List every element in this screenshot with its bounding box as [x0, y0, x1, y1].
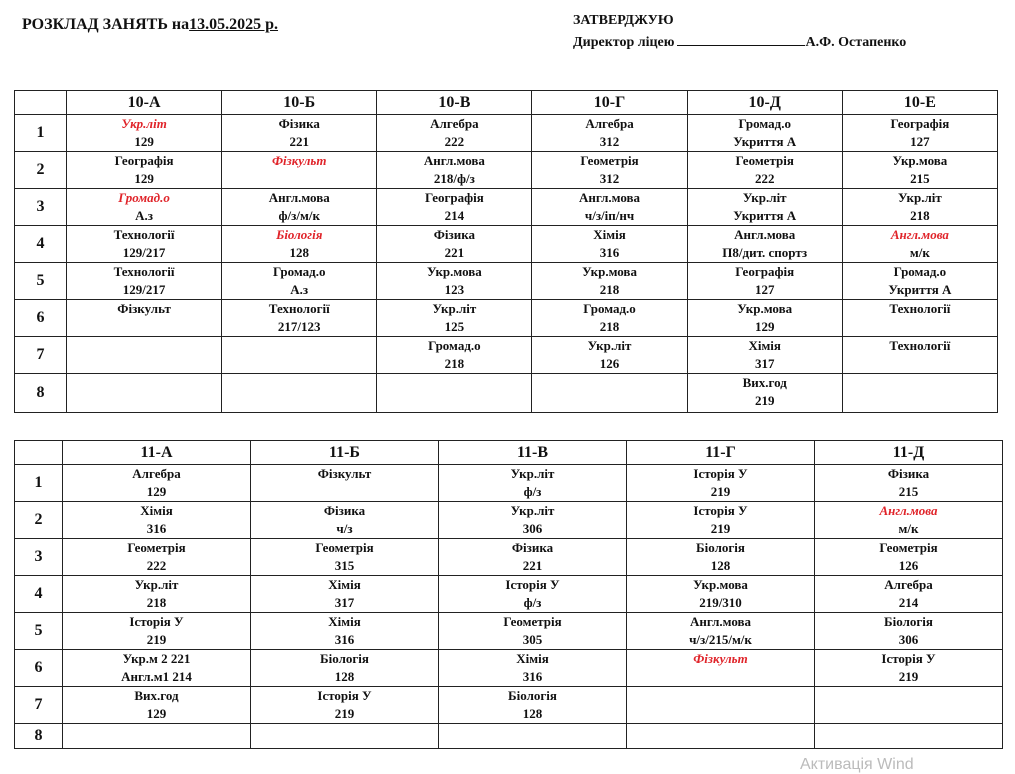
- lesson-number: 4: [15, 576, 63, 613]
- lesson-cell: [687, 152, 842, 189]
- lesson-cell: [222, 226, 377, 263]
- lesson-cell: [251, 650, 439, 687]
- subject-text: Укр.літ: [742, 190, 787, 205]
- subject-text: Технології: [889, 301, 951, 316]
- room-text: 123: [444, 282, 465, 297]
- subject-text: Геометрія: [127, 540, 186, 555]
- lesson-cell: [815, 724, 1003, 749]
- room-text: 218/ф/з: [433, 171, 475, 186]
- class-header: 11-Д: [815, 441, 1003, 465]
- lesson-row: [15, 576, 1003, 613]
- subject-text: Геометрія: [580, 153, 639, 168]
- room-text: ф/з: [523, 484, 542, 499]
- room-text: А.з: [135, 208, 154, 223]
- subject-text: Фізика: [278, 116, 320, 131]
- room-text: 219: [710, 521, 731, 536]
- lesson-cell: [815, 539, 1003, 576]
- subject-text: Біологія: [884, 614, 933, 629]
- room-text: Англ.м1 214: [121, 669, 192, 684]
- lesson-cell: [842, 189, 997, 226]
- subject-text: Історія У: [505, 577, 560, 592]
- room-text: А.з: [290, 282, 309, 297]
- subject-text: Біологія: [320, 651, 369, 666]
- subject-text: Англ.мова: [689, 614, 752, 629]
- subject-text: Укр.літ: [134, 577, 179, 592]
- lesson-cell: [439, 539, 627, 576]
- room-text: 312: [599, 171, 620, 186]
- subject-text: Технології: [889, 338, 951, 353]
- corner-cell: [15, 441, 63, 465]
- lesson-cell: [63, 576, 251, 613]
- subject-text: Геометрія: [735, 153, 794, 168]
- subject-text: Біологія: [696, 540, 745, 555]
- subject-text: Фізика: [323, 503, 366, 518]
- room-text: 129/217: [122, 245, 166, 260]
- lesson-cell: [532, 300, 687, 337]
- lesson-number: 8: [15, 374, 67, 413]
- lesson-row: [15, 337, 998, 374]
- lesson-cell: [222, 152, 377, 189]
- subject-text: Громад.о: [272, 264, 326, 279]
- lesson-number: 2: [15, 152, 67, 189]
- lesson-row: [15, 300, 998, 337]
- room-text: 317: [754, 356, 775, 371]
- class-header: 10-Б: [222, 91, 377, 115]
- lesson-cell: [627, 539, 815, 576]
- subject-text: Англ.мова: [579, 190, 641, 205]
- room-text: 317: [334, 595, 355, 610]
- room-text: 221: [289, 134, 309, 149]
- lesson-cell: [532, 115, 687, 152]
- lesson-cell: [439, 613, 627, 650]
- room-text: 128: [522, 706, 543, 721]
- room-text: 221: [522, 558, 543, 573]
- room-text: ч/з/215/м/к: [689, 632, 752, 647]
- subject-text: Громад.о: [583, 301, 636, 316]
- lesson-cell: [377, 189, 532, 226]
- lesson-cell: [222, 374, 377, 413]
- subject-text: Технології: [113, 264, 175, 279]
- lesson-cell: [532, 152, 687, 189]
- lesson-cell: [439, 650, 627, 687]
- lesson-cell: [222, 263, 377, 300]
- approve-label: ЗАТВЕРДЖУЮ: [573, 13, 674, 28]
- subject-text: Англ.мова: [734, 227, 796, 242]
- subject-text: Укр.літ: [432, 301, 477, 316]
- room-text: 128: [289, 245, 309, 260]
- room-text: 222: [444, 134, 465, 149]
- lesson-number: 2: [15, 502, 63, 539]
- lesson-cell: [687, 189, 842, 226]
- room-text: 316: [334, 632, 355, 647]
- room-text: 315: [334, 558, 355, 573]
- room-text: 129: [134, 134, 154, 149]
- lesson-cell: [687, 374, 842, 413]
- lesson-cell: [251, 576, 439, 613]
- class-header: 11-Б: [251, 441, 439, 465]
- lesson-cell: [439, 724, 627, 749]
- header-row: [15, 91, 998, 115]
- lesson-row: [15, 650, 1003, 687]
- subject-text: Хімія: [140, 503, 173, 518]
- room-text: 218: [599, 282, 620, 297]
- lesson-cell: [532, 263, 687, 300]
- room-text: 125: [444, 319, 465, 334]
- lesson-cell: [842, 263, 997, 300]
- lesson-cell: [67, 189, 222, 226]
- lesson-cell: [67, 374, 222, 413]
- lesson-row: [15, 115, 998, 152]
- room-text: 219/310: [699, 595, 742, 610]
- subject-text: Географія: [735, 264, 795, 279]
- lesson-cell: [377, 152, 532, 189]
- room-text: 214: [898, 595, 919, 610]
- room-text: 214: [444, 208, 465, 223]
- room-text: 221: [444, 245, 465, 260]
- lesson-cell: [627, 687, 815, 724]
- lesson-number: 7: [15, 687, 63, 724]
- room-text: 219: [710, 484, 731, 499]
- lesson-cell: [627, 465, 815, 502]
- lesson-cell: [222, 337, 377, 374]
- lesson-cell: [377, 300, 532, 337]
- subject-text: Англ.мова: [268, 190, 330, 205]
- class-header: 10-Г: [532, 91, 687, 115]
- lesson-cell: [627, 650, 815, 687]
- lesson-number: 5: [15, 263, 67, 300]
- lesson-cell: [251, 724, 439, 749]
- director-name: А.Ф. Остапенко: [805, 35, 907, 50]
- room-text: 217/123: [277, 319, 321, 334]
- room-text: 316: [522, 669, 543, 684]
- subject-text: Географія: [890, 116, 950, 131]
- room-text: 128: [710, 558, 731, 573]
- lesson-cell: [627, 613, 815, 650]
- room-text: 222: [754, 171, 775, 186]
- lesson-cell: [687, 300, 842, 337]
- subject-text: Геометрія: [879, 540, 938, 555]
- lesson-cell: [687, 263, 842, 300]
- subject-text: Укр.м 2 221: [122, 651, 191, 666]
- lesson-row: [15, 189, 998, 226]
- activation-watermark: Активація Wind: [800, 756, 914, 773]
- subject-text: Біологія: [276, 227, 323, 242]
- lesson-cell: [627, 576, 815, 613]
- lesson-cell: [251, 687, 439, 724]
- class-header: 11-В: [439, 441, 627, 465]
- subject-text: Хімія: [328, 614, 361, 629]
- room-text: 218: [910, 208, 930, 223]
- lesson-row: [15, 226, 998, 263]
- schedule-table-10: [14, 90, 998, 413]
- room-text: 316: [599, 245, 620, 260]
- class-header: 11-Г: [627, 441, 815, 465]
- lesson-cell: [842, 300, 997, 337]
- room-text: Укриття А: [888, 282, 952, 297]
- subject-text: Географія: [114, 153, 174, 168]
- title-date: 13.05.2025 р.: [189, 16, 279, 33]
- subject-text: Громад.о: [893, 264, 947, 279]
- room-text: 305: [522, 632, 543, 647]
- lesson-cell: [67, 115, 222, 152]
- room-text: Укриття А: [733, 208, 797, 223]
- lesson-cell: [532, 226, 687, 263]
- lesson-cell: [687, 337, 842, 374]
- subject-text: Алгебра: [132, 466, 181, 481]
- schedule-table-11: [14, 440, 1003, 749]
- subject-text: Алгебра: [884, 577, 933, 592]
- lesson-cell: [67, 152, 222, 189]
- lesson-cell: [63, 613, 251, 650]
- lesson-cell: [377, 374, 532, 413]
- lesson-cell: [842, 374, 997, 413]
- lesson-cell: [377, 226, 532, 263]
- approval-block: [573, 10, 906, 54]
- room-text: 306: [898, 632, 919, 647]
- lesson-cell: [532, 189, 687, 226]
- lesson-cell: [439, 687, 627, 724]
- title-prefix: РОЗКЛАД ЗАНЯТЬ на: [22, 16, 190, 33]
- lesson-cell: [815, 502, 1003, 539]
- director-line: [573, 32, 906, 54]
- room-text: 127: [910, 134, 930, 149]
- room-text: 219: [146, 632, 167, 647]
- subject-text: Хімія: [516, 651, 549, 666]
- lesson-cell: [251, 539, 439, 576]
- lesson-number: 3: [15, 539, 63, 576]
- subject-text: Укр.мова: [582, 264, 637, 279]
- room-text: 129: [146, 706, 167, 721]
- subject-text: Хімія: [593, 227, 626, 242]
- lesson-cell: [532, 337, 687, 374]
- room-text: 218: [146, 595, 167, 610]
- lesson-row: [15, 374, 998, 413]
- room-text: ч/з: [336, 521, 353, 536]
- lesson-number: 8: [15, 724, 63, 749]
- lesson-cell: [222, 300, 377, 337]
- subject-text: Технології: [113, 227, 175, 242]
- subject-text: Фізкульт: [117, 301, 171, 316]
- subject-text: Англ.мова: [879, 503, 938, 518]
- class-header: 10-Е: [842, 91, 997, 115]
- lesson-cell: [377, 115, 532, 152]
- lesson-cell: [842, 337, 997, 374]
- subject-text: Географія: [424, 190, 484, 205]
- room-text: 219: [334, 706, 355, 721]
- subject-text: Біологія: [508, 688, 557, 703]
- class-header: 10-Д: [687, 91, 842, 115]
- room-text: 126: [898, 558, 919, 573]
- room-text: 129: [146, 484, 167, 499]
- room-text: 215: [898, 484, 919, 499]
- room-text: 126: [599, 356, 620, 371]
- signature-line: [677, 32, 805, 46]
- lesson-row: [15, 465, 1003, 502]
- subject-text: Геометрія: [503, 614, 562, 629]
- lesson-cell: [63, 687, 251, 724]
- class-header: 10-А: [67, 91, 222, 115]
- subject-text: Хімія: [748, 338, 781, 353]
- subject-text: Алгебра: [430, 116, 479, 131]
- subject-text: Фізкульт: [693, 651, 748, 666]
- room-text: ф/з/м/к: [278, 208, 320, 223]
- room-text: м/к: [898, 521, 919, 536]
- subject-text: Історія У: [693, 503, 748, 518]
- subject-text: Укр.літ: [587, 338, 632, 353]
- room-text: 127: [754, 282, 775, 297]
- lesson-cell: [251, 613, 439, 650]
- room-text: 306: [522, 521, 543, 536]
- lesson-cell: [63, 539, 251, 576]
- lesson-cell: [842, 115, 997, 152]
- room-text: 215: [910, 171, 930, 186]
- lesson-row: [15, 539, 1003, 576]
- subject-text: Укр.літ: [121, 116, 167, 131]
- room-text: 218: [444, 356, 465, 371]
- lesson-row: [15, 263, 998, 300]
- room-text: 129: [754, 319, 775, 334]
- class-header: 11-А: [63, 441, 251, 465]
- schedule-title: [22, 16, 278, 34]
- lesson-cell: [67, 300, 222, 337]
- lesson-cell: [222, 115, 377, 152]
- lesson-cell: [222, 189, 377, 226]
- lesson-number: 5: [15, 613, 63, 650]
- lesson-cell: [439, 465, 627, 502]
- lesson-cell: [815, 650, 1003, 687]
- room-text: Укриття А: [733, 134, 797, 149]
- subject-text: Фізика: [433, 227, 476, 242]
- lesson-cell: [815, 465, 1003, 502]
- lesson-cell: [815, 613, 1003, 650]
- lesson-number: 1: [15, 115, 67, 152]
- corner-cell: [15, 91, 67, 115]
- lesson-cell: [63, 502, 251, 539]
- subject-text: Укр.мова: [892, 153, 948, 168]
- room-text: 129: [134, 171, 154, 186]
- room-text: 128: [334, 669, 355, 684]
- room-text: ф/з: [523, 595, 542, 610]
- room-text: 218: [599, 319, 620, 334]
- subject-text: Громад.о: [118, 190, 170, 205]
- lesson-cell: [815, 576, 1003, 613]
- subject-text: Хімія: [328, 577, 361, 592]
- subject-text: Громад.о: [738, 116, 791, 131]
- lesson-number: 7: [15, 337, 67, 374]
- lesson-row: [15, 502, 1003, 539]
- lesson-row: [15, 152, 998, 189]
- subject-text: Геометрія: [315, 540, 374, 555]
- room-text: 316: [146, 521, 167, 536]
- lesson-row: [15, 613, 1003, 650]
- subject-text: Укр.літ: [898, 190, 942, 205]
- subject-text: Англ.мова: [423, 153, 485, 168]
- class-header: 10-В: [377, 91, 532, 115]
- subject-text: Вих.год: [742, 375, 787, 390]
- subject-text: Укр.мова: [693, 577, 748, 592]
- lesson-cell: [377, 337, 532, 374]
- subject-text: Історія У: [317, 688, 372, 703]
- lesson-cell: [687, 226, 842, 263]
- lesson-number: 6: [15, 300, 67, 337]
- room-text: 219: [898, 669, 919, 684]
- subject-text: Англ.мова: [890, 227, 949, 242]
- lesson-row: [15, 724, 1003, 749]
- subject-text: Укр.мова: [737, 301, 793, 316]
- subject-text: Укр.літ: [510, 503, 555, 518]
- lesson-cell: [627, 724, 815, 749]
- subject-text: Історія У: [881, 651, 936, 666]
- lesson-number: 6: [15, 650, 63, 687]
- room-text: 222: [146, 558, 167, 573]
- lesson-cell: [63, 650, 251, 687]
- lesson-cell: [67, 263, 222, 300]
- room-text: П8/дит. спортз: [722, 245, 808, 260]
- room-text: м/к: [909, 245, 930, 260]
- lesson-cell: [67, 337, 222, 374]
- lesson-cell: [842, 226, 997, 263]
- subject-text: Укр.мова: [426, 264, 482, 279]
- lesson-number: 1: [15, 465, 63, 502]
- director-label: Директор ліцею: [573, 35, 675, 50]
- subject-text: Фізика: [511, 540, 554, 555]
- lesson-cell: [251, 502, 439, 539]
- lesson-cell: [687, 115, 842, 152]
- lesson-cell: [439, 502, 627, 539]
- lesson-cell: [251, 465, 439, 502]
- lesson-cell: [532, 374, 687, 413]
- lesson-cell: [815, 687, 1003, 724]
- subject-text: Фізкульт: [271, 153, 327, 168]
- lesson-cell: [439, 576, 627, 613]
- lesson-number: 3: [15, 189, 67, 226]
- lesson-cell: [377, 263, 532, 300]
- room-text: ч/з/іп/нч: [584, 208, 635, 223]
- subject-text: Вих.год: [134, 688, 179, 703]
- subject-text: Фізика: [887, 466, 930, 481]
- header-row: [15, 441, 1003, 465]
- room-text: 219: [754, 393, 775, 408]
- lesson-cell: [842, 152, 997, 189]
- subject-text: Алгебра: [585, 116, 634, 131]
- lesson-cell: [63, 724, 251, 749]
- lesson-cell: [627, 502, 815, 539]
- subject-text: Фізкульт: [317, 466, 372, 481]
- subject-text: Укр.літ: [510, 466, 555, 481]
- lesson-number: 4: [15, 226, 67, 263]
- lesson-cell: [67, 226, 222, 263]
- lesson-row: [15, 687, 1003, 724]
- lesson-cell: [63, 465, 251, 502]
- subject-text: Історія У: [129, 614, 184, 629]
- room-text: 312: [599, 134, 620, 149]
- subject-text: Громад.о: [428, 338, 481, 353]
- subject-text: Історія У: [693, 466, 748, 481]
- subject-text: Технології: [268, 301, 330, 316]
- room-text: 129/217: [122, 282, 166, 297]
